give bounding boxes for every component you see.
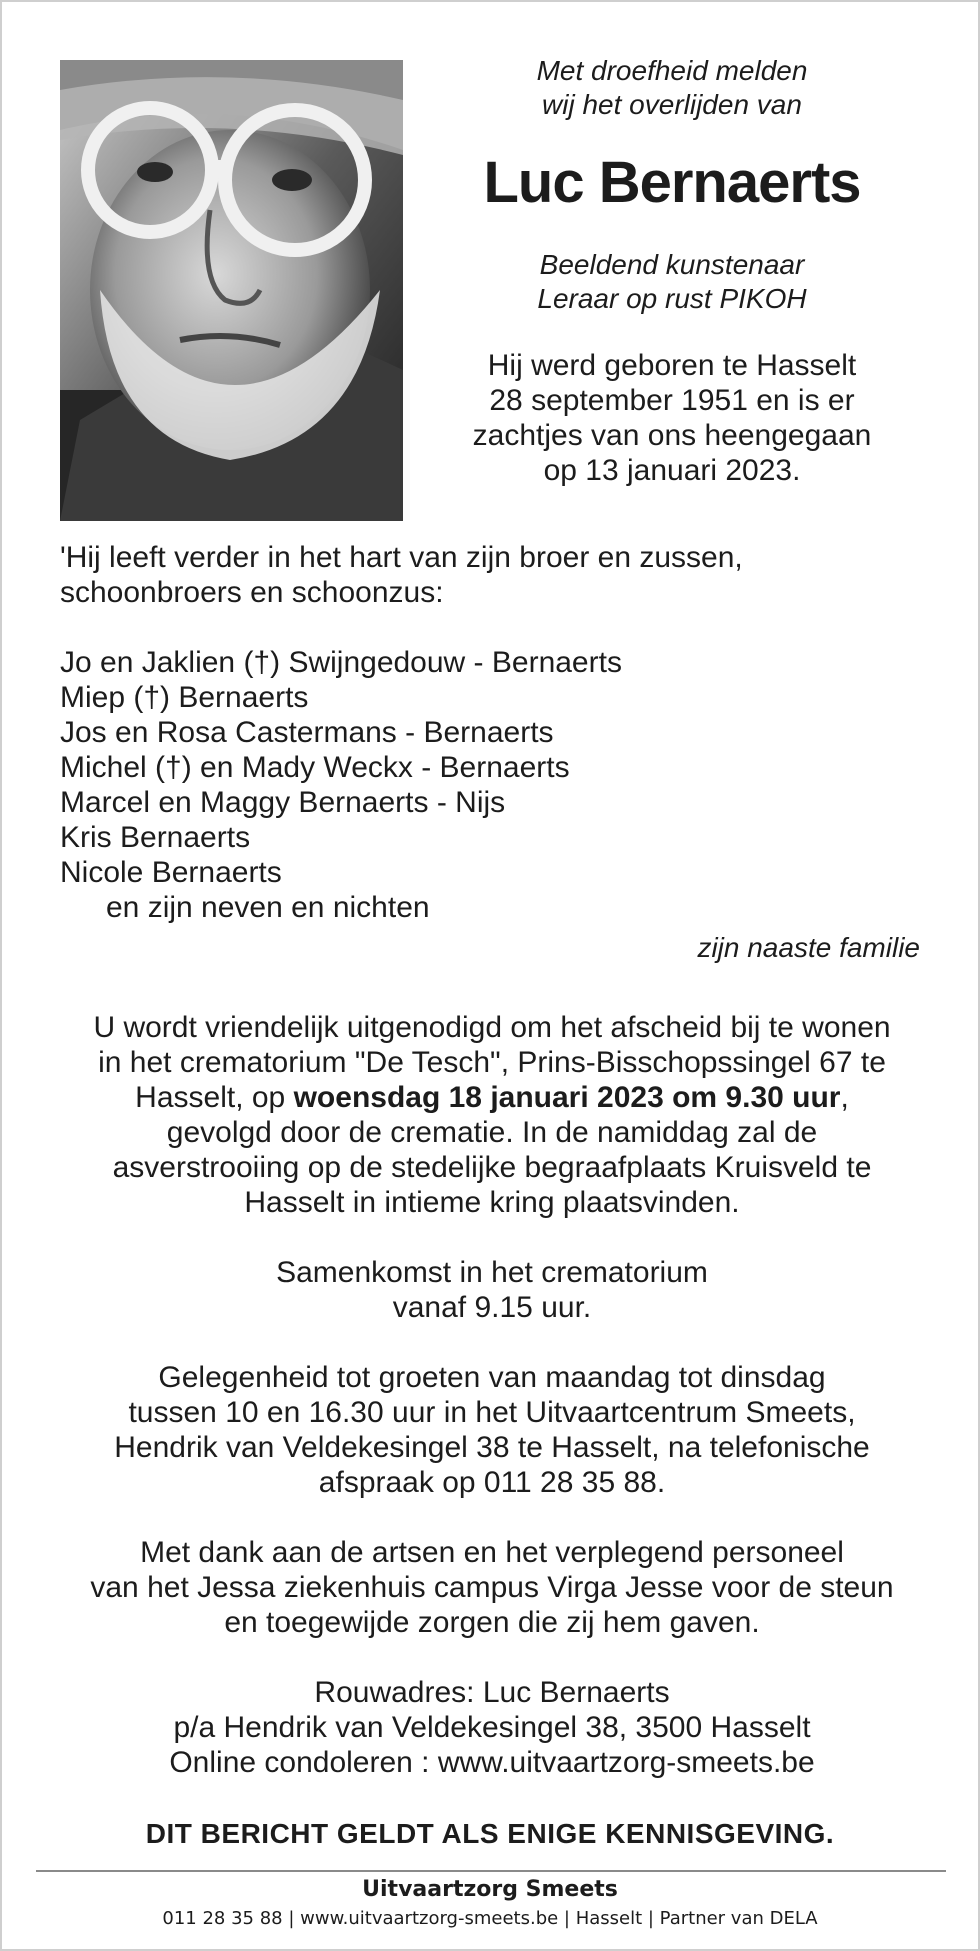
portrait-image — [60, 60, 403, 521]
deceased-name: Luc Bernaerts — [483, 150, 861, 215]
visit-line: afspraak op 011 28 35 88. — [318, 1466, 666, 1499]
thanks-line: en toegewijde zorgen die zij hem gaven. — [224, 1606, 760, 1639]
announcement-body — [42, 1010, 942, 1815]
ceremony-line: in het crematorium "De Tesch", Prins-Bisschopssingel 67 te — [98, 1046, 886, 1079]
thanks-line: van het Jessa ziekenhuis campus Virga Jesse voor de steun — [90, 1571, 894, 1604]
family-intro-line: schoonbroers en schoonzus: — [60, 576, 444, 609]
intro-text — [442, 54, 902, 122]
family-member: Jo en Jaklien (†) Swijngedouw - Bernaerts — [60, 646, 622, 679]
portrait-photo — [60, 60, 403, 521]
thanks-paragraph — [42, 1535, 942, 1640]
born-line: 28 september 1951 en is er — [489, 384, 855, 417]
family-intro — [60, 540, 920, 610]
ceremony-line: gevolgd door de crematie. In de namiddag zal de — [166, 1116, 818, 1149]
family-member: Marcel en Maggy Bernaerts - Nijs — [60, 786, 506, 819]
family-member: Jos en Rosa Castermans - Bernaerts — [60, 716, 554, 749]
gathering-line: vanaf 9.15 uur. — [392, 1291, 592, 1324]
address-line: Rouwadres: Luc Bernaerts — [314, 1676, 670, 1709]
gathering-paragraph — [42, 1255, 942, 1325]
visit-paragraph — [42, 1360, 942, 1500]
thanks-line: Met dank aan de artsen en het verplegend personeel — [140, 1536, 844, 1569]
family-member: Nicole Bernaerts — [60, 856, 282, 889]
visit-line: Gelegenheid tot groeten van maandag tot dinsdag — [158, 1361, 826, 1394]
ceremony-datetime: woensdag 18 januari 2023 om 9.30 uur — [293, 1081, 841, 1114]
ceremony-line: Hasselt in intieme kring plaatsvinden. — [244, 1186, 740, 1219]
announcement-header — [442, 54, 902, 488]
family-member: Michel (†) en Mady Weckx - Bernaerts — [60, 751, 570, 784]
birth-death-text — [442, 348, 902, 488]
born-line: Hij werd geboren te Hasselt — [487, 349, 857, 382]
intro-line: Met droefheid melden — [536, 55, 808, 86]
address-line: p/a Hendrik van Veldekesingel 38, 3500 Hasselt — [173, 1711, 811, 1744]
notice-banner: DIT BERICHT GELDT ALS ENIGE KENNISGEVING. — [145, 1818, 835, 1849]
ceremony-line: Hasselt, op — [135, 1081, 294, 1114]
family-member: Kris Bernaerts — [60, 821, 251, 854]
title-line: Leraar op rust PIKOH — [537, 283, 807, 314]
visit-line: tussen 10 en 16.30 uur in het Uitvaartcentrum Smeets, — [128, 1396, 856, 1429]
family-signature: zijn naaste familie — [697, 932, 920, 963]
intro-line: wij het overlijden van — [542, 89, 802, 120]
family-intro-line: 'Hij leeft verder in het hart van zijn broer en zussen, — [60, 541, 743, 574]
ceremony-paragraph — [42, 1010, 942, 1220]
visit-line: Hendrik van Veldekesingel 38 te Hasselt, na telefonische — [114, 1431, 870, 1464]
footer-divider — [36, 1870, 946, 1872]
condolence-link[interactable]: Online condoleren : www.uitvaartzorg-smeets.be — [169, 1746, 815, 1779]
ceremony-line: U wordt vriendelijk uitgenodigd om het afscheid bij te wonen — [93, 1011, 891, 1044]
footer-info: 011 28 35 88 | www.uitvaartzorg-smeets.be | Hasselt | Partner van DELA — [162, 1908, 818, 1929]
gathering-line: Samenkomst in het crematorium — [276, 1256, 708, 1289]
ceremony-line: asverstrooiing op de stedelijke begraafplaats Kruisveld te — [112, 1151, 872, 1184]
footer-company: Uitvaartzorg Smeets — [362, 1877, 618, 1902]
title-line: Beeldend kunstenaar — [539, 249, 805, 280]
address-paragraph — [42, 1675, 942, 1780]
born-line: op 13 januari 2023. — [543, 454, 801, 487]
born-line: zachtjes van ons heengegaan — [472, 419, 872, 452]
family-list — [60, 645, 920, 925]
deceased-titles — [442, 248, 902, 316]
ceremony-line: , — [840, 1081, 849, 1114]
family-member: Miep (†) Bernaerts — [60, 681, 309, 714]
family-extended: en zijn neven en nichten — [106, 891, 430, 924]
